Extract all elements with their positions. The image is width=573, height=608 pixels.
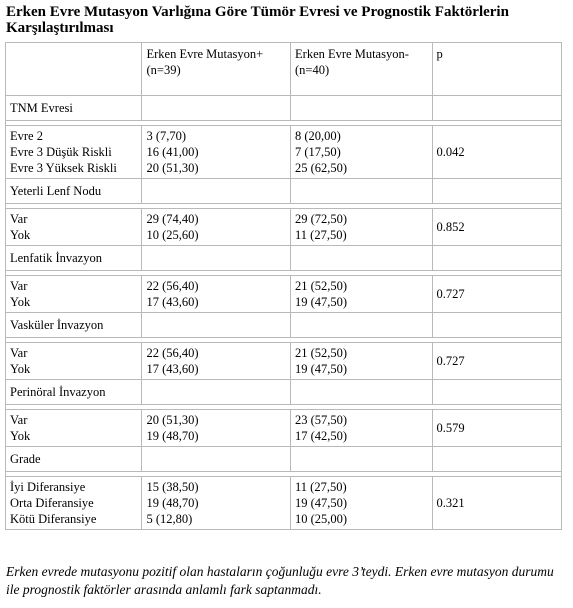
section-values-row [6, 477, 562, 530]
cell-line: 19 (47,50) [295, 496, 348, 510]
cell-line: Evre 3 Yüksek Riskli [10, 161, 117, 175]
cell-line: 7 (17,50) [295, 145, 341, 159]
cell-line: 17 (42,50) [295, 429, 348, 443]
cell-line: 11 (27,50) [295, 480, 347, 494]
cell-line: 25 (62,50) [295, 161, 348, 175]
header-p-value: p [432, 43, 561, 96]
section-empty-cell [432, 96, 561, 121]
mutation-positive-values [142, 477, 291, 530]
category-labels [6, 209, 142, 246]
category-labels [6, 276, 142, 313]
header-row [6, 43, 562, 96]
table-title: Erken Evre Mutasyon Varlığına Göre Tümör Evresi ve Prognostik Faktörlerin Karşılaştırılması [6, 4, 509, 36]
mutation-positive-values [142, 276, 291, 313]
section-empty-cell [291, 246, 433, 271]
mutation-negative-values [291, 343, 433, 380]
section-empty-cell [432, 246, 561, 271]
cell-line: 10 (25,00) [295, 512, 348, 526]
cell-line: Yok [10, 362, 31, 376]
cell-line: Yok [10, 228, 31, 242]
p-value: 0.042 [432, 126, 561, 179]
header-mutation-negative [291, 43, 433, 96]
mutation-positive-values [142, 410, 291, 447]
cell-line: 19 (47,50) [295, 362, 348, 376]
category-labels [6, 410, 142, 447]
cell-line: 29 (74,40) [146, 212, 199, 226]
section-empty-cell [142, 96, 291, 121]
section-name: Perinöral İnvazyon [6, 380, 142, 405]
cell-line: Evre 3 Düşük Riskli [10, 145, 112, 159]
cell-line: 22 (56,40) [146, 346, 199, 360]
section-values-row [6, 209, 562, 246]
cell-line: Evre 2 [10, 129, 43, 143]
p-value: 0.727 [432, 343, 561, 380]
cell-line: 8 (20,00) [295, 129, 341, 143]
section-header-row [6, 380, 562, 405]
cell-line: 15 (38,50) [146, 480, 199, 494]
cell-line: İyi Diferansiye [10, 480, 86, 494]
section-empty-cell [291, 380, 433, 405]
section-empty-cell [142, 246, 291, 271]
section-empty-cell [142, 380, 291, 405]
section-empty-cell [432, 380, 561, 405]
category-labels [6, 343, 142, 380]
cell-line: 21 (52,50) [295, 346, 348, 360]
cell-line: 16 (41,00) [146, 145, 199, 159]
header-pos-label: Erken Evre Mutasyon+ [146, 47, 264, 61]
mutation-positive-values [142, 343, 291, 380]
mutation-negative-values [291, 276, 433, 313]
section-empty-cell [291, 447, 433, 472]
category-labels [6, 126, 142, 179]
cell-line: Var [10, 279, 28, 293]
cell-line: 20 (51,30) [146, 413, 199, 427]
header-mutation-positive [142, 43, 291, 96]
p-value: 0.579 [432, 410, 561, 447]
section-name: TNM Evresi [6, 96, 142, 121]
cell-line: Var [10, 212, 28, 226]
header-neg-label: Erken Evre Mutasyon- [295, 47, 409, 61]
section-empty-cell [291, 313, 433, 338]
section-values-row [6, 276, 562, 313]
cell-line: Yok [10, 295, 31, 309]
cell-line: Kötü Diferansiye [10, 512, 97, 526]
mutation-negative-values [291, 410, 433, 447]
section-name: Vasküler İnvazyon [6, 313, 142, 338]
section-empty-cell [291, 179, 433, 204]
section-name: Grade [6, 447, 142, 472]
cell-line: 19 (48,70) [146, 496, 199, 510]
cell-line: 19 (47,50) [295, 295, 348, 309]
cell-line: 5 (12,80) [146, 512, 193, 526]
results-table [5, 42, 562, 530]
section-header-row [6, 179, 562, 204]
p-value: 0.321 [432, 477, 561, 530]
section-values-row [6, 410, 562, 447]
section-values-row [6, 126, 562, 179]
mutation-negative-values [291, 209, 433, 246]
section-empty-cell [432, 313, 561, 338]
cell-line: 17 (43,60) [146, 362, 199, 376]
mutation-negative-values [291, 126, 433, 179]
footer-note: Erken evrede mutasyonu pozitif olan hastaların çoğunluğu evre 3’teydi. Erken evre mutasyon durumu ile prognostik faktörler arasında anlamlı fark saptanmadı. [6, 564, 554, 597]
cell-line: 19 (48,70) [146, 429, 199, 443]
section-empty-cell [142, 179, 291, 204]
section-header-row [6, 313, 562, 338]
section-empty-cell [142, 313, 291, 338]
section-header-row [6, 246, 562, 271]
header-pos-n: (n=39) [146, 63, 181, 77]
cell-line: 29 (72,50) [295, 212, 348, 226]
cell-line: Var [10, 346, 28, 360]
category-labels [6, 477, 142, 530]
cell-line: Var [10, 413, 28, 427]
header-neg-n: (n=40) [295, 63, 330, 77]
cell-line: 21 (52,50) [295, 279, 348, 293]
cell-line: Orta Diferansiye [10, 496, 94, 510]
section-empty-cell [432, 447, 561, 472]
section-name: Yeterli Lenf Nodu [6, 179, 142, 204]
section-header-row [6, 447, 562, 472]
header-empty-cell [6, 43, 142, 96]
section-name: Lenfatik İnvazyon [6, 246, 142, 271]
cell-line: 10 (25,60) [146, 228, 199, 242]
section-empty-cell [142, 447, 291, 472]
section-values-row [6, 343, 562, 380]
section-empty-cell [291, 96, 433, 121]
section-header-row [6, 96, 562, 121]
p-value: 0.852 [432, 209, 561, 246]
mutation-positive-values [142, 209, 291, 246]
cell-line: 20 (51,30) [146, 161, 199, 175]
cell-line: Yok [10, 429, 31, 443]
mutation-negative-values [291, 477, 433, 530]
mutation-positive-values [142, 126, 291, 179]
cell-line: 11 (27,50) [295, 228, 347, 242]
cell-line: 3 (7,70) [146, 129, 187, 143]
p-value: 0.727 [432, 276, 561, 313]
cell-line: 17 (43,60) [146, 295, 199, 309]
section-empty-cell [432, 179, 561, 204]
cell-line: 22 (56,40) [146, 279, 199, 293]
cell-line: 23 (57,50) [295, 413, 348, 427]
